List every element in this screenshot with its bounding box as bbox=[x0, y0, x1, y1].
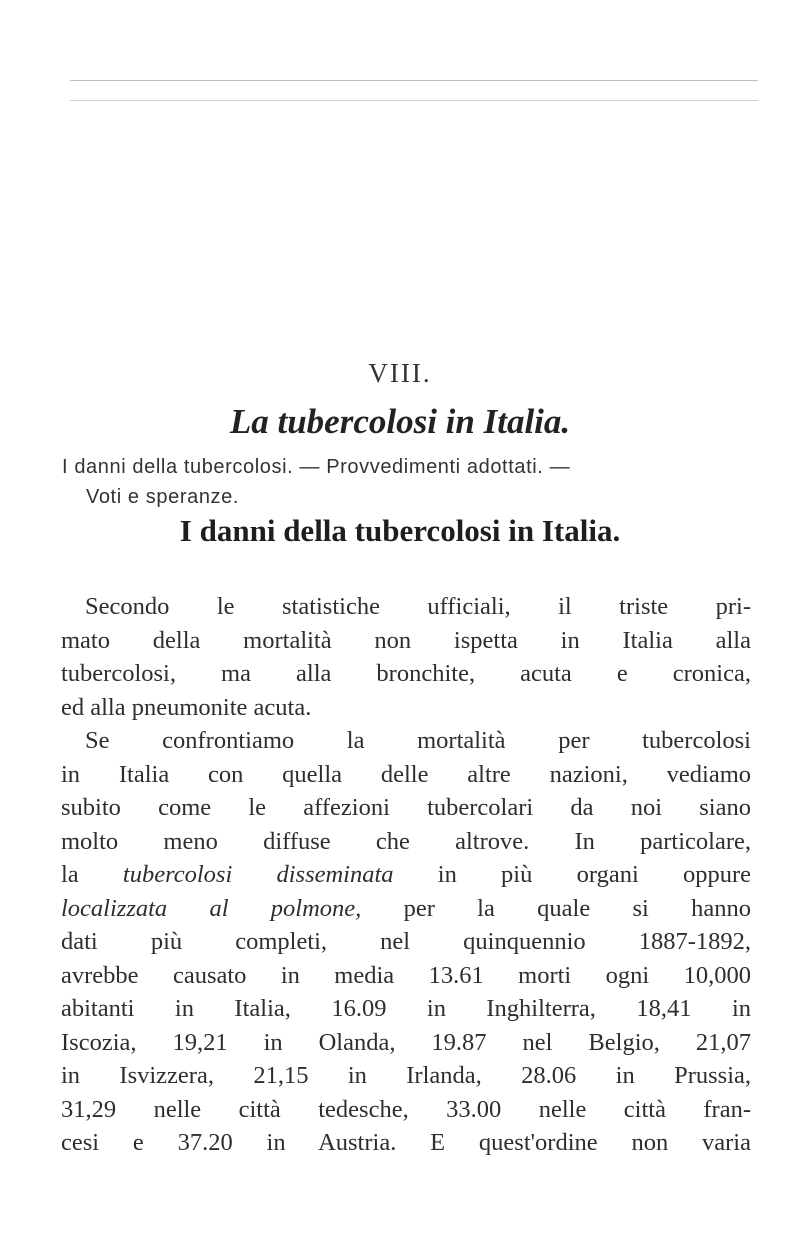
summary-line-2: Voti e speranze. bbox=[86, 486, 240, 508]
chapter-summary bbox=[62, 452, 752, 512]
top-rule-secondary bbox=[70, 100, 758, 101]
body-line: avrebbe causato in media 13.61 morti ogni 10,000 bbox=[61, 961, 751, 989]
body-line: ed alla pneumonite acuta. bbox=[61, 693, 312, 721]
body-line: molto meno diffuse che altrove. In particolare, bbox=[61, 827, 751, 855]
body-line: in Isvizzera, 21,15 in Irlanda, 28.06 in Prussia, bbox=[61, 1062, 751, 1089]
body-line: dati più completi, nel quinquennio 1887-1892, bbox=[61, 928, 751, 955]
body-line: 31,29 nelle città tedesche, 33.00 nelle città fran- bbox=[61, 1095, 751, 1123]
body-line: subito come le affezioni tubercolari da noi siano bbox=[61, 794, 751, 821]
summary-line-1: I danni della tubercolosi. — Provvedimenti adottati. — bbox=[62, 456, 571, 478]
chapter-title: La tubercolosi in Italia. bbox=[229, 402, 571, 441]
body-text bbox=[61, 590, 751, 1160]
body-line: Se confrontiamo la mortalità per tubercolosi bbox=[85, 727, 751, 754]
body-line: cesi e 37.20 in Austria. E quest'ordine non varia bbox=[61, 1129, 751, 1156]
body-text-run: per la quale si hanno bbox=[361, 894, 751, 922]
top-rule bbox=[70, 80, 758, 81]
body-line: mato della mortalità non ispetta in Italia alla bbox=[61, 626, 751, 654]
emphasis-term: localizzata al polmone, bbox=[61, 894, 362, 922]
body-line bbox=[61, 892, 751, 926]
body-line: abitanti in Italia, 16.09 in Inghilterra, 18,41 in bbox=[61, 995, 751, 1022]
body-line: in Italia con quella delle altre nazioni, vediamo bbox=[61, 760, 751, 788]
body-line: tubercolosi, ma alla bronchite, acuta e cronica, bbox=[61, 660, 751, 687]
body-text-run: la bbox=[61, 861, 123, 888]
chapter-numeral: VIII. bbox=[368, 358, 432, 388]
body-line: Secondo le statistiche ufficiali, il triste pri- bbox=[85, 593, 751, 620]
body-line: Iscozia, 19,21 in Olanda, 19.87 nel Belgio, 21,07 bbox=[61, 1028, 751, 1056]
emphasis-term: tubercolosi disseminata bbox=[122, 861, 394, 888]
section-heading: I danni della tubercolosi in Italia. bbox=[179, 513, 621, 548]
body-line bbox=[61, 858, 751, 892]
body-text-run: in più organi oppure bbox=[393, 861, 752, 888]
